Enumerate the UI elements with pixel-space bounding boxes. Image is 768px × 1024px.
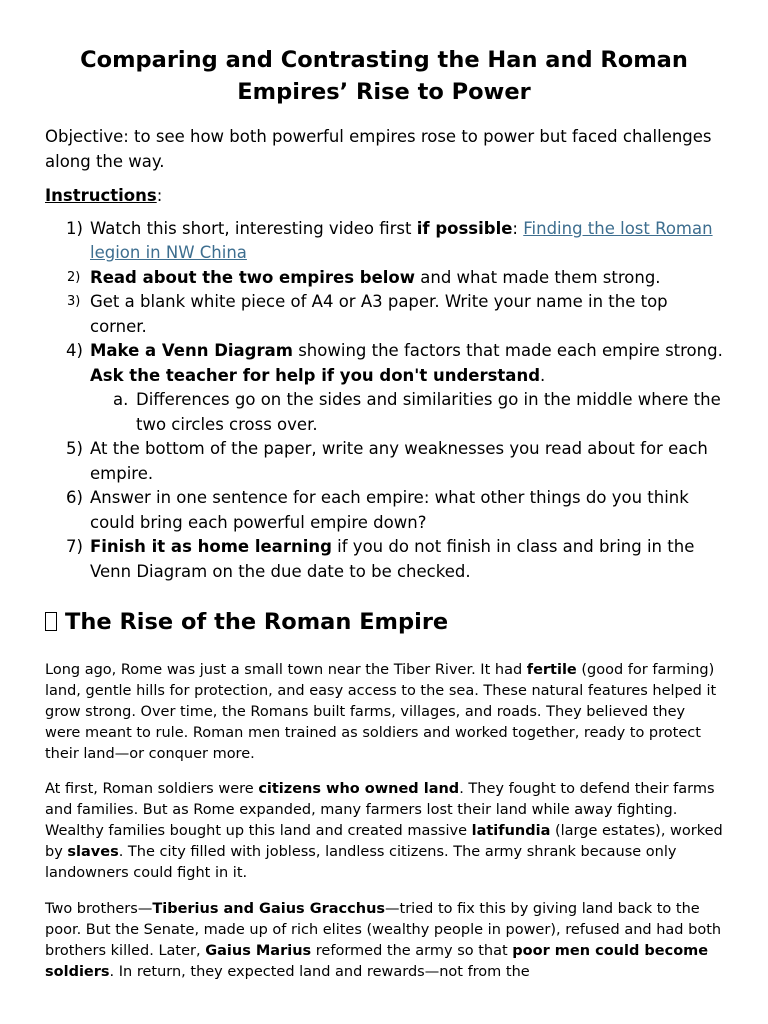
step-text: At the bottom of the paper, write any weaknesses you read about for each empire. — [90, 439, 708, 483]
step-text: Answer in one sentence for each empire: what other things do you think could bring each powerful empire down? — [90, 488, 689, 532]
instructions-heading — [45, 184, 723, 209]
step-bold: Read about the two empires below — [90, 267, 416, 287]
page-title: Comparing and Contrasting the Han and Roman Empires’ Rise to Power — [80, 47, 688, 105]
paragraph-2 — [45, 779, 723, 884]
step-4 — [45, 339, 723, 437]
paragraph-text: Long ago, Rome was just a small town near the Tiber River. It had — [45, 662, 527, 678]
step-number: 4) — [66, 341, 83, 360]
sub-step-letter: a. — [113, 390, 129, 409]
step-text: and what made them strong. — [415, 267, 661, 287]
paragraph-bold: citizens who owned land — [258, 781, 460, 797]
step-text: . — [540, 365, 546, 385]
objective-text: Objective: to see how both powerful empires rose to power but faced challenges along the way. — [45, 127, 712, 171]
step-text: showing the factors that made each empire strong. — [292, 341, 723, 360]
paragraph-bold: Gaius Marius — [205, 943, 312, 959]
paragraph-bold: poor men could become soldiers — [45, 943, 709, 980]
paragraph-text: . The city filled with jobless, landless citizens. The army shrank because only landowners could fight in it. — [45, 844, 677, 881]
paragraph-text: . They fought to defend their farms and families. But as Rome expanded, many farmers lost their land while away fighting. Wealthy families bought up this land and created massive — [45, 781, 715, 839]
paragraph-bold: Tiberius and Gaius Gracchus — [152, 901, 386, 917]
paragraph-bold: latifundia — [471, 823, 551, 839]
step-7 — [45, 535, 723, 584]
step-text: if you do not finish in class and bring in the Venn Diagram on the due date to be checked. — [90, 537, 695, 581]
step-number: 2) — [67, 269, 81, 285]
section-title-text: The Rise of the Roman Empire — [65, 609, 449, 635]
step-number: 6) — [66, 488, 83, 507]
step-6 — [45, 486, 723, 535]
step-bold: Make a Venn Diagram — [90, 341, 293, 360]
step-5 — [45, 437, 723, 486]
step-text: : — [512, 218, 524, 238]
video-link[interactable]: Finding the lost Roman legion in NW China — [90, 218, 713, 262]
paragraph-bold: slaves — [67, 844, 119, 860]
paragraph-text: . In return, they expected land and rewards—not from the — [109, 964, 530, 980]
step-4-sub-a — [45, 388, 723, 437]
step-1 — [45, 217, 723, 266]
paragraph-text: (large estates), worked by — [45, 823, 723, 860]
paragraph-text: At first, Roman soldiers were — [45, 781, 259, 797]
instructions-list — [45, 217, 723, 585]
paragraph-1 — [45, 660, 723, 765]
step-number: 1) — [66, 218, 83, 238]
step-number: 3) — [67, 294, 81, 309]
step-text: Watch this short, interesting video first — [90, 218, 417, 238]
step-3 — [45, 290, 723, 339]
step-text: Get a blank white piece of A4 or A3 paper. Write your name in the top corner. — [90, 292, 668, 336]
paragraph-bold: fertile — [526, 662, 577, 678]
step-2 — [45, 266, 723, 291]
paragraph-text: reformed the army so that — [311, 943, 513, 959]
step-number: 5) — [66, 439, 83, 458]
paragraph-text: —tried to fix this by giving land back to the poor. But the Senate, made up of rich elites (wealthy people in power), refused and had both brothers killed. Later, — [45, 901, 722, 959]
instructions-colon: : — [156, 186, 163, 205]
step-bold: Finish it as home learning — [90, 537, 332, 556]
missing-glyph-icon — [45, 612, 57, 631]
paragraph-text: (good for farming) land, gentle hills for protection, and easy access to the sea. These natural features helped it grow strong. Over time, the Romans built farms, villages, and roads. They believed they were meant to rule. Roman men trained as soldiers and worked together, ready to protect their land—or conquer more. — [45, 662, 717, 762]
step-bold: if possible — [416, 218, 513, 238]
sub-step-text: Differences go on the sides and similarities go in the middle where the two circles cross over. — [136, 390, 721, 434]
instructions-label: Instructions — [45, 186, 157, 205]
section-heading — [45, 606, 723, 638]
step-bold: Ask the teacher for help if you don't understand — [90, 365, 541, 385]
paragraph-text: Two brothers— — [45, 901, 153, 917]
step-number: 7) — [66, 537, 83, 556]
paragraph-3 — [45, 899, 723, 983]
